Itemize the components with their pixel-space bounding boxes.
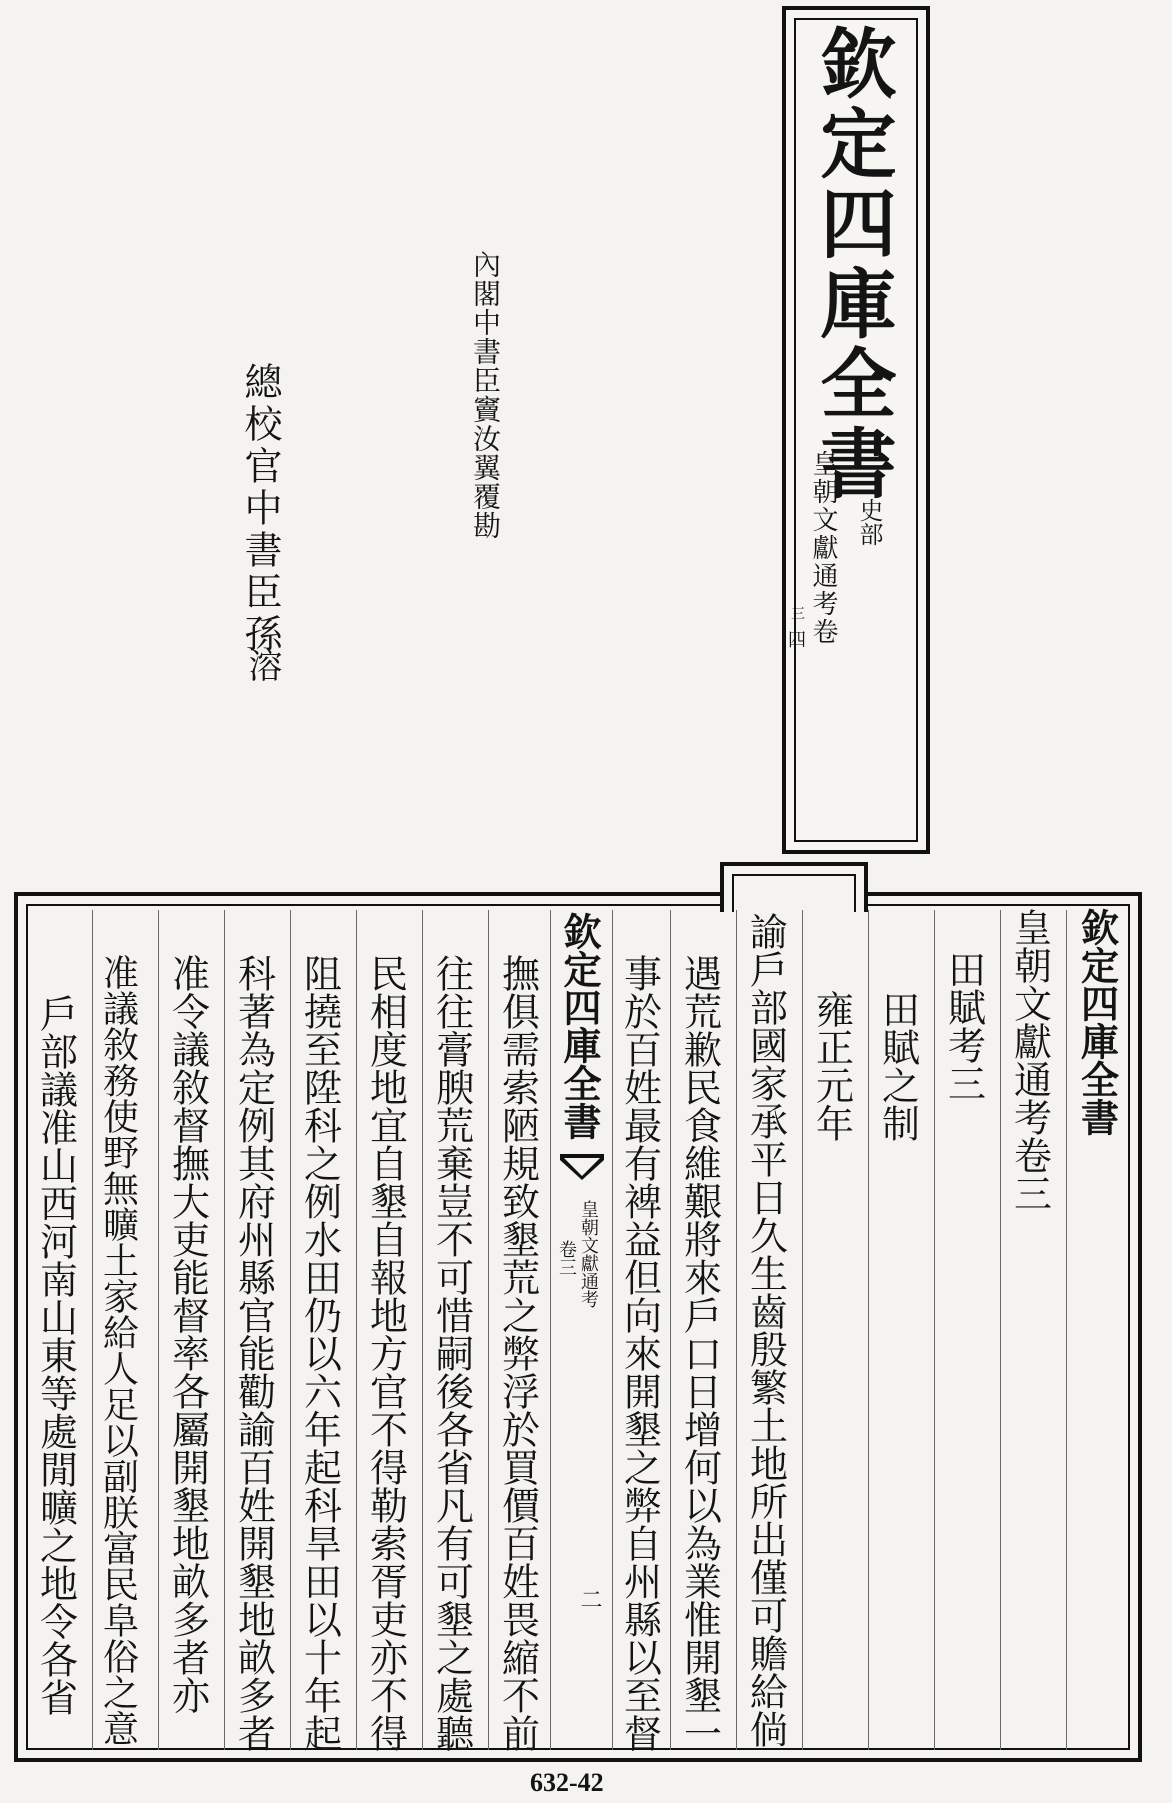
column-rule <box>158 910 159 1750</box>
fold-book-name: 皇朝文獻通考 <box>578 1200 599 1308</box>
text-column: 諭戶部國家承平日久生齒殷繁土地所出僅可贍給倘 <box>743 912 788 1748</box>
column-rule <box>224 910 225 1750</box>
column-rule <box>488 910 489 1750</box>
text-column: 遇荒歉民食維艱將來戶口日增何以為業惟開墾一 <box>677 954 722 1752</box>
text-column: 民相度地宜自墾自報地方官不得勒索胥吏亦不得 <box>363 954 408 1752</box>
chief-editor-name: 溶 <box>242 648 282 682</box>
column-rule <box>356 910 357 1750</box>
text-column: 科著為定例其府州縣官能勸諭百姓開墾地畝多者 <box>231 954 276 1752</box>
fold-title: 欽定四庫全書 <box>557 912 602 1140</box>
column-rule <box>868 910 869 1750</box>
text-column: 撫俱需索陋規致墾荒之弊浮於買價百姓畏縮不前 <box>495 954 540 1752</box>
column-rule <box>802 910 803 1750</box>
sub-volume-4: 四 <box>785 630 806 648</box>
main-title: 欽定四庫全書 <box>808 24 897 504</box>
text-column: 准議敘務使野無曠土家給人足以副朕富民阜俗之意 <box>97 954 139 1746</box>
page-code: 632-42 <box>530 1768 604 1797</box>
column-book-title: 欽定四庫全書 <box>1074 908 1120 1136</box>
text-column: 阻撓至陞科之例水田仍以六年起科旱田以十年起 <box>297 954 342 1752</box>
column-volume-title: 皇朝文獻通考卷三 <box>1007 908 1052 1212</box>
fold-leaf-number: 二 <box>577 1588 602 1610</box>
column-rule <box>670 910 671 1750</box>
frame-tab-inner <box>732 874 856 912</box>
title-cartouche <box>782 6 930 854</box>
column-rule <box>92 910 93 1750</box>
text-column: 往往膏腴荒棄豈不可惜嗣後各省凡有可墾之處聽 <box>429 954 474 1752</box>
column-rule <box>550 910 551 1750</box>
column-rule <box>934 910 935 1750</box>
column-rule <box>736 910 737 1750</box>
column-rule <box>422 910 423 1750</box>
frame-tab <box>720 862 868 912</box>
fold-fishtail-mark <box>560 1150 604 1184</box>
column-chapter-title: 田賦考三 <box>941 950 986 1102</box>
text-column: 准令議敘督撫大吏能督率各屬開墾地畝多者亦 <box>165 954 210 1714</box>
section-label: 史部 <box>855 498 883 546</box>
column-rule <box>1066 910 1067 1750</box>
text-column: 戶部議准山西河南山東等處閒曠之地令各省 <box>33 994 78 1716</box>
proofreader-credit: 內閣中書臣竇汝翼覆勘 <box>469 250 502 540</box>
sub-volume-3: 三 <box>789 606 805 620</box>
fold-volume: 卷三 <box>556 1240 577 1276</box>
column-reign-year: 雍正元年 <box>809 990 854 1142</box>
column-section-title: 田賦之制 <box>875 990 920 1142</box>
sub-title: 皇朝文獻通考卷 <box>808 450 838 646</box>
column-rule <box>1000 910 1001 1750</box>
text-column: 事於百姓最有裨益但向來開墾之弊自州縣以至督 <box>617 954 662 1752</box>
chief-editor-credit: 總校官中書臣孫 <box>238 362 282 656</box>
column-rule <box>290 910 291 1750</box>
column-rule <box>612 910 613 1750</box>
